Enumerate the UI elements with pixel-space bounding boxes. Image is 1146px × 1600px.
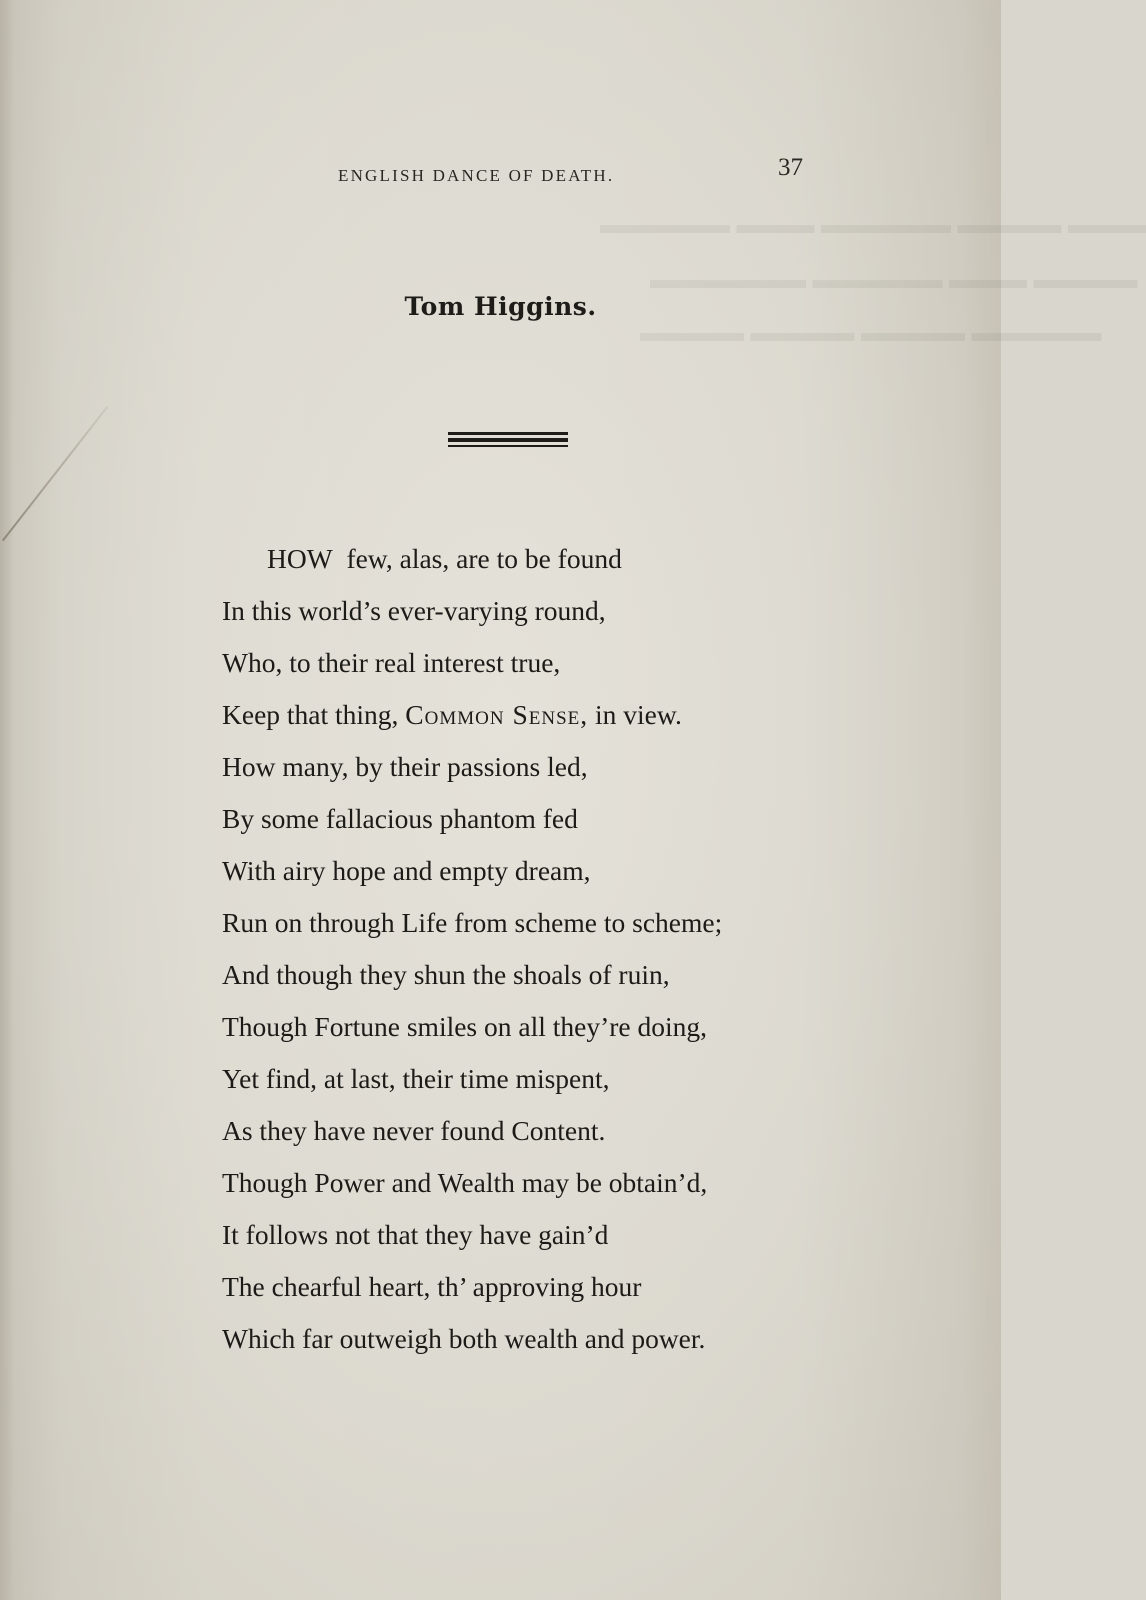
poem-line: As they have never found Content. (222, 1115, 606, 1146)
poem-line: With airy hope and empty dream, (222, 855, 591, 886)
running-head: ENGLISH DANCE OF DEATH. (338, 166, 615, 185)
poem-title: Tom Higgins. (404, 292, 597, 321)
title-rule (448, 445, 568, 447)
poem-line (222, 533, 842, 585)
poem-line-text: few, alas, are to be found (346, 543, 622, 574)
poem-line: It follows not that they have gain’d (222, 1219, 609, 1250)
small-caps-phrase: Common Sense, (405, 699, 589, 730)
bleed-through-texture: ▬▬▬▬ ▬▬▬ ▬▬▬▬▬ ▬▬▬▬▬▬ (650, 265, 1138, 294)
poem-line: Who, to their real interest true, (222, 647, 561, 678)
poem-line: Run on through Life from scheme to scheme; (222, 907, 723, 938)
bleed-through-texture: ▬▬▬ ▬▬▬▬ ▬▬▬▬▬ ▬▬▬ ▬▬▬▬▬ (600, 210, 1146, 239)
page-number: 37 (778, 154, 803, 181)
poem-line (222, 689, 842, 741)
poem-body (222, 533, 842, 1365)
title-rule (448, 432, 568, 435)
poem-line: How many, by their passions led, (222, 751, 588, 782)
poem-line: Though Power and Wealth may be obtain’d, (222, 1167, 708, 1198)
poem-line: Though Fortune smiles on all they’re doing, (222, 1011, 707, 1042)
title-rule (448, 438, 568, 442)
poem-line: Which far outweigh both wealth and power. (222, 1323, 706, 1354)
opening-word: HOW (267, 543, 333, 574)
bleed-through-texture: ▬▬▬▬▬ ▬▬▬▬ ▬▬▬▬ ▬▬▬▬ (640, 318, 1102, 347)
page-crease (2, 406, 108, 541)
poem-line: By some fallacious phantom fed (222, 803, 578, 834)
poem-line: Yet find, at last, their time mispent, (222, 1063, 610, 1094)
poem-line-text: in view. (595, 699, 682, 730)
page-gutter-shadow (0, 0, 14, 1600)
poem-line: The chearful heart, th’ approving hour (222, 1271, 642, 1302)
poem-line: In this world’s ever-varying round, (222, 595, 606, 626)
poem-line-text: Keep that thing, (222, 699, 399, 730)
poem-line: And though they shun the shoals of ruin, (222, 959, 670, 990)
